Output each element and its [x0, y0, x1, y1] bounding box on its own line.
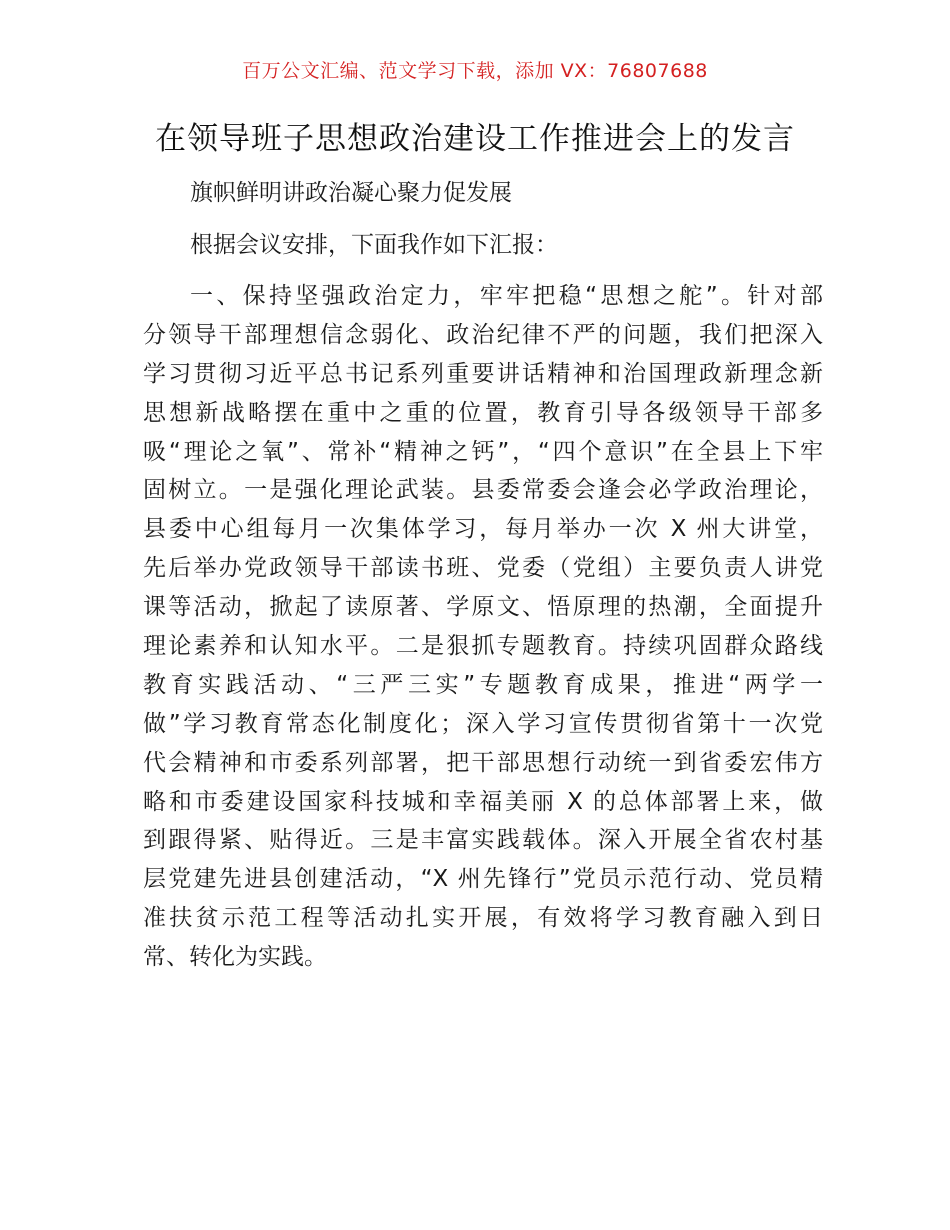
intro-line: 根据会议安排，下面我作如下汇报：	[190, 232, 558, 258]
document-subtitle: 旗帜鲜明讲政治凝心聚力促发展	[190, 180, 512, 206]
paragraph-line: 吸“理论之氧”、常补“精神之钙”，“四个意识”在全县上下牢	[143, 438, 823, 465]
paragraph-line: 学习贯彻习近平总书记系列重要讲话精神和治国理政新理念新	[143, 360, 823, 387]
paragraph-line: 常、转化为实践。	[143, 944, 327, 971]
document-title: 在领导班子思想政治建设工作推进会上的发言	[155, 121, 795, 157]
paragraph-line: 先后举办党政领导干部读书班、党委（党组）主要负责人讲党	[143, 555, 823, 582]
paragraph-line: 到跟得紧、贴得近。三是丰富实践载体。深入开展全省农村基	[143, 827, 823, 854]
paragraph-line: 分领导干部理想信念弱化、政治纪律不严的问题，我们把深入	[143, 321, 823, 348]
paragraph-line: 层党建先进县创建活动，“X 州先锋行”党员示范行动、党员精	[143, 866, 823, 893]
header-banner: 百万公文汇编、范文学习下载，添加 VX：76807688	[242, 60, 708, 82]
paragraph-line: 准扶贫示范工程等活动扎实开展，有效将学习教育融入到日	[143, 905, 823, 932]
paragraph-line: 代会精神和市委系列部署，把干部思想行动统一到省委宏伟方	[143, 749, 823, 776]
paragraph-line: 理论素养和认知水平。二是狠抓专题教育。持续巩固群众路线	[143, 633, 823, 660]
body-paragraph	[143, 277, 823, 977]
paragraph-line: 略和市委建设国家科技城和幸福美丽 X 的总体部署上来，做	[143, 788, 823, 815]
paragraph-line: 思想新战略摆在重中之重的位置，教育引导各级领导干部多	[143, 399, 823, 426]
paragraph-line: 固树立。一是强化理论武装。县委常委会逢会必学政治理论，	[143, 477, 823, 504]
paragraph-line: 教育实践活动、“三严三实”专题教育成果，推进“两学一	[143, 671, 823, 698]
paragraph-line: 课等活动，掀起了读原著、学原文、悟原理的热潮，全面提升	[143, 594, 823, 621]
paragraph-line: 做”学习教育常态化制度化；深入学习宣传贯彻省第十一次党	[143, 710, 823, 737]
paragraph-line: 县委中心组每月一次集体学习，每月举办一次 X 州大讲堂，	[143, 516, 823, 543]
paragraph-line: 一、保持坚强政治定力，牢牢把稳“思想之舵”。针对部	[190, 283, 823, 309]
